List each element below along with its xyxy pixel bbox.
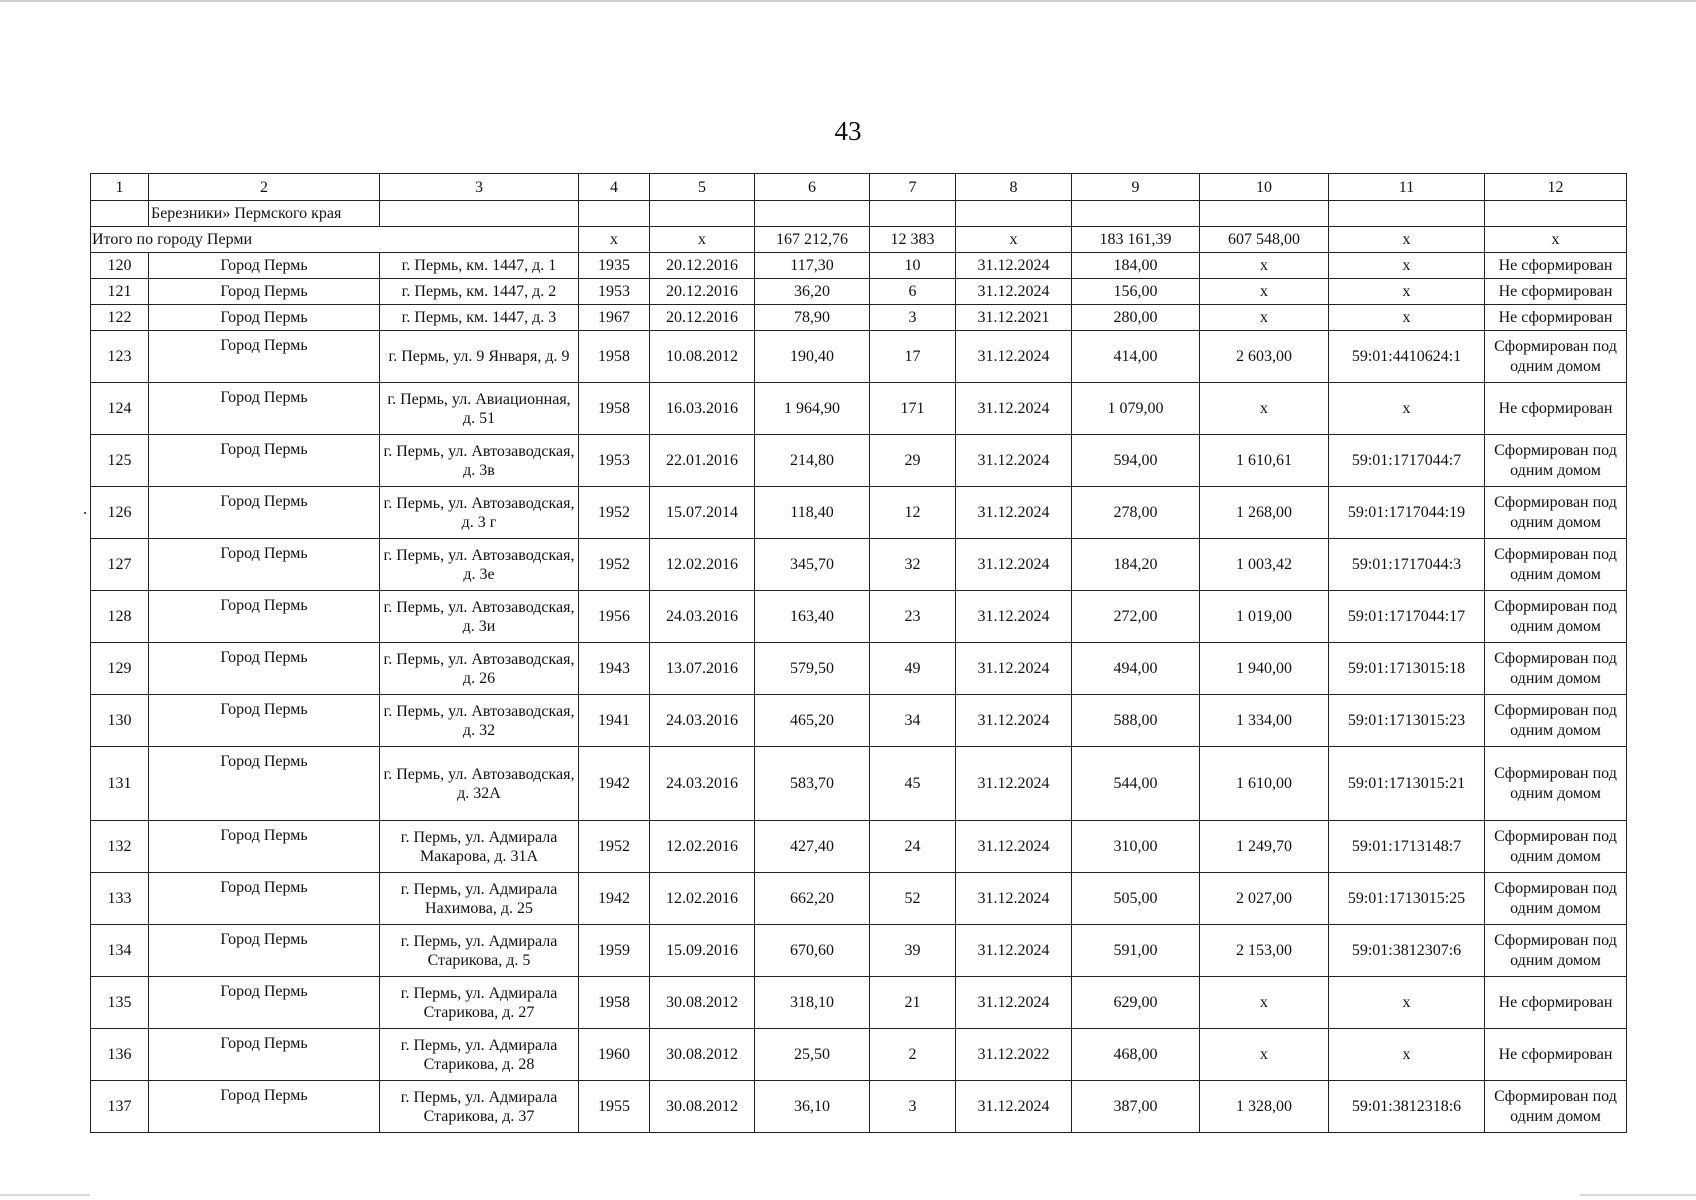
row-number: 127: [91, 539, 149, 591]
continuation-cell-3: [380, 201, 579, 227]
residents: 3: [870, 305, 956, 331]
table-row: [91, 1081, 1627, 1133]
land-status: Сформирован под одним домом: [1485, 487, 1627, 539]
residents: 29: [870, 435, 956, 487]
build-year: 1935: [579, 253, 650, 279]
cadastral-number: 59:01:1713015:21: [1329, 747, 1485, 821]
municipality: Город Пермь: [149, 305, 380, 331]
column-header-8: 8: [956, 174, 1072, 201]
build-year: 1956: [579, 591, 650, 643]
municipality: Город Пермь: [149, 747, 380, 821]
build-year: 1958: [579, 331, 650, 383]
row-number: 125: [91, 435, 149, 487]
recognition-date: 30.08.2012: [650, 977, 755, 1029]
build-year: 1955: [579, 1081, 650, 1133]
cadastral-number: 59:01:1713015:25: [1329, 873, 1485, 925]
col-10: x: [1200, 1029, 1329, 1081]
land-status: Сформирован под одним домом: [1485, 435, 1627, 487]
cadastral-number: x: [1329, 279, 1485, 305]
col-10: x: [1200, 279, 1329, 305]
cadastral-number: x: [1329, 383, 1485, 435]
land-status: Не сформирован: [1485, 253, 1627, 279]
address: г. Пермь, ул. Автозаводская, д. 3е: [380, 539, 579, 591]
cadastral-number: x: [1329, 1029, 1485, 1081]
total-col-5: x: [650, 227, 755, 253]
area: 214,80: [755, 435, 870, 487]
relocation-deadline: 31.12.2021: [956, 305, 1072, 331]
row-number: 131: [91, 747, 149, 821]
col-10: 1 610,00: [1200, 747, 1329, 821]
continuation-cell-10: [1200, 201, 1329, 227]
area: 36,20: [755, 279, 870, 305]
area: 78,90: [755, 305, 870, 331]
cadastral-number: 59:01:1713015:18: [1329, 643, 1485, 695]
row-number: 136: [91, 1029, 149, 1081]
cadastral-number: 59:01:3812307:6: [1329, 925, 1485, 977]
municipality: Город Пермь: [149, 331, 380, 383]
row-number: 128: [91, 591, 149, 643]
residents: 2: [870, 1029, 956, 1081]
col-9: 1 079,00: [1072, 383, 1200, 435]
land-status: Не сформирован: [1485, 305, 1627, 331]
build-year: 1959: [579, 925, 650, 977]
address: г. Пермь, ул. Адмирала Макарова, д. 31А: [380, 821, 579, 873]
col-10: 1 003,42: [1200, 539, 1329, 591]
address: г. Пермь, ул. Адмирала Старикова, д. 27: [380, 977, 579, 1029]
address: г. Пермь, км. 1447, д. 2: [380, 279, 579, 305]
build-year: 1942: [579, 873, 650, 925]
total-area: 167 212,76: [755, 227, 870, 253]
table-row: [91, 305, 1627, 331]
row-number: 126: [91, 487, 149, 539]
build-year: 1958: [579, 383, 650, 435]
table-row: [91, 1029, 1627, 1081]
column-header-4: 4: [579, 174, 650, 201]
residents: 6: [870, 279, 956, 305]
recognition-date: 24.03.2016: [650, 591, 755, 643]
recognition-date: 20.12.2016: [650, 305, 755, 331]
scan-edge-top: [0, 0, 1696, 2]
scan-edge-bottom-left: [0, 1194, 90, 1196]
recognition-date: 22.01.2016: [650, 435, 755, 487]
area: 670,60: [755, 925, 870, 977]
residents: 23: [870, 591, 956, 643]
table-row: [91, 539, 1627, 591]
municipality: Город Пермь: [149, 279, 380, 305]
area: 662,20: [755, 873, 870, 925]
address: г. Пермь, ул. Адмирала Старикова, д. 37: [380, 1081, 579, 1133]
build-year: 1943: [579, 643, 650, 695]
table-row: [91, 383, 1627, 435]
total-col-12: x: [1485, 227, 1627, 253]
municipality: Город Пермь: [149, 821, 380, 873]
land-status: Сформирован под одним домом: [1485, 591, 1627, 643]
continuation-cell-9: [1072, 201, 1200, 227]
table-row: [91, 253, 1627, 279]
col-10: x: [1200, 305, 1329, 331]
col-10: x: [1200, 977, 1329, 1029]
col-10: 1 940,00: [1200, 643, 1329, 695]
column-header-1: 1: [91, 174, 149, 201]
table-row: [91, 977, 1627, 1029]
continuation-cell-4: [579, 201, 650, 227]
continuation-cell-8: [956, 201, 1072, 227]
col-9: 184,00: [1072, 253, 1200, 279]
relocation-deadline: 31.12.2024: [956, 539, 1072, 591]
total-col-11: x: [1329, 227, 1485, 253]
column-header-5: 5: [650, 174, 755, 201]
row-number: 133: [91, 873, 149, 925]
recognition-date: 15.07.2014: [650, 487, 755, 539]
area: 36,10: [755, 1081, 870, 1133]
col-9: 594,00: [1072, 435, 1200, 487]
cadastral-number: 59:01:3812318:6: [1329, 1081, 1485, 1133]
residents: 17: [870, 331, 956, 383]
build-year: 1952: [579, 821, 650, 873]
area: 345,70: [755, 539, 870, 591]
land-status: Сформирован под одним домом: [1485, 539, 1627, 591]
recognition-date: 20.12.2016: [650, 279, 755, 305]
row-number: 130: [91, 695, 149, 747]
col-9: 591,00: [1072, 925, 1200, 977]
row-number: 132: [91, 821, 149, 873]
address: г. Пермь, км. 1447, д. 1: [380, 253, 579, 279]
area: 190,40: [755, 331, 870, 383]
residents: 45: [870, 747, 956, 821]
address: г. Пермь, ул. Автозаводская, д. 32: [380, 695, 579, 747]
total-col-10: 607 548,00: [1200, 227, 1329, 253]
continuation-municipality: Березники» Пермского края: [149, 201, 380, 227]
col-10: 2 603,00: [1200, 331, 1329, 383]
table-row: [91, 591, 1627, 643]
address: г. Пермь, ул. Авиационная, д. 51: [380, 383, 579, 435]
land-status: Не сформирован: [1485, 383, 1627, 435]
area: 117,30: [755, 253, 870, 279]
table-row: [91, 695, 1627, 747]
row-number: 134: [91, 925, 149, 977]
address: г. Пермь, ул. Автозаводская, д. 3в: [380, 435, 579, 487]
column-header-11: 11: [1329, 174, 1485, 201]
col-9: 629,00: [1072, 977, 1200, 1029]
land-status: Сформирован под одним домом: [1485, 873, 1627, 925]
scan-speck: [84, 512, 86, 514]
row-number: 124: [91, 383, 149, 435]
area: 1 964,90: [755, 383, 870, 435]
table-row: [91, 821, 1627, 873]
row-number: 135: [91, 977, 149, 1029]
relocation-deadline: 31.12.2024: [956, 435, 1072, 487]
col-10: 2 027,00: [1200, 873, 1329, 925]
cadastral-number: 59:01:1713015:23: [1329, 695, 1485, 747]
col-10: 1 328,00: [1200, 1081, 1329, 1133]
build-year: 1967: [579, 305, 650, 331]
address: г. Пермь, ул. Адмирала Старикова, д. 5: [380, 925, 579, 977]
relocation-deadline: 31.12.2024: [956, 487, 1072, 539]
cadastral-number: 59:01:1713148:7: [1329, 821, 1485, 873]
relocation-deadline: 31.12.2024: [956, 873, 1072, 925]
municipality: Город Пермь: [149, 925, 380, 977]
municipality: Город Пермь: [149, 1029, 380, 1081]
col-9: 280,00: [1072, 305, 1200, 331]
address: г. Пермь, ул. Автозаводская, д. 32А: [380, 747, 579, 821]
address: г. Пермь, ул. Автозаводская, д. 3и: [380, 591, 579, 643]
total-col-9: 183 161,39: [1072, 227, 1200, 253]
col-9: 588,00: [1072, 695, 1200, 747]
build-year: 1960: [579, 1029, 650, 1081]
table-body: [91, 174, 1627, 1133]
recognition-date: 16.03.2016: [650, 383, 755, 435]
cadastral-number: 59:01:1717044:17: [1329, 591, 1485, 643]
cadastral-number: x: [1329, 253, 1485, 279]
land-status: Сформирован под одним домом: [1485, 643, 1627, 695]
table-row: [91, 279, 1627, 305]
land-status: Сформирован под одним домом: [1485, 695, 1627, 747]
row-number: 129: [91, 643, 149, 695]
relocation-deadline: 31.12.2024: [956, 331, 1072, 383]
housing-table: [90, 173, 1627, 1133]
table-row: [91, 331, 1627, 383]
address: г. Пермь, ул. Автозаводская, д. 3 г: [380, 487, 579, 539]
cadastral-number: 59:01:4410624:1: [1329, 331, 1485, 383]
cadastral-number: x: [1329, 977, 1485, 1029]
col-10: x: [1200, 253, 1329, 279]
recognition-date: 13.07.2016: [650, 643, 755, 695]
relocation-deadline: 31.12.2024: [956, 695, 1072, 747]
col-10: 1 268,00: [1200, 487, 1329, 539]
address: г. Пермь, ул. Автозаводская, д. 26: [380, 643, 579, 695]
column-header-6: 6: [755, 174, 870, 201]
col-10: 1 019,00: [1200, 591, 1329, 643]
recognition-date: 15.09.2016: [650, 925, 755, 977]
area: 318,10: [755, 977, 870, 1029]
table-row: [91, 643, 1627, 695]
area: 583,70: [755, 747, 870, 821]
col-9: 544,00: [1072, 747, 1200, 821]
land-status: Не сформирован: [1485, 279, 1627, 305]
col-9: 505,00: [1072, 873, 1200, 925]
relocation-deadline: 31.12.2024: [956, 591, 1072, 643]
area: 579,50: [755, 643, 870, 695]
land-status: Не сформирован: [1485, 1029, 1627, 1081]
total-residents: 12 383: [870, 227, 956, 253]
municipality: Город Пермь: [149, 253, 380, 279]
col-9: 156,00: [1072, 279, 1200, 305]
row-number: 123: [91, 331, 149, 383]
build-year: 1952: [579, 487, 650, 539]
col-10: 1 249,70: [1200, 821, 1329, 873]
cadastral-number: 59:01:1717044:7: [1329, 435, 1485, 487]
relocation-deadline: 31.12.2024: [956, 821, 1072, 873]
recognition-date: 30.08.2012: [650, 1029, 755, 1081]
build-year: 1953: [579, 435, 650, 487]
residents: 52: [870, 873, 956, 925]
residents: 39: [870, 925, 956, 977]
column-header-9: 9: [1072, 174, 1200, 201]
relocation-deadline: 31.12.2024: [956, 383, 1072, 435]
table-row: [91, 435, 1627, 487]
continuation-cell-5: [650, 201, 755, 227]
col-10: 1 610,61: [1200, 435, 1329, 487]
total-label: Итого по городу Перми: [91, 227, 579, 253]
municipality: Город Пермь: [149, 1081, 380, 1133]
area: 465,20: [755, 695, 870, 747]
column-header-12: 12: [1485, 174, 1627, 201]
scan-edge-bottom-right: [1580, 1194, 1696, 1196]
residents: 3: [870, 1081, 956, 1133]
relocation-deadline: 31.12.2024: [956, 925, 1072, 977]
column-header-3: 3: [380, 174, 579, 201]
continuation-cell-12: [1485, 201, 1627, 227]
recognition-date: 24.03.2016: [650, 695, 755, 747]
relocation-deadline: 31.12.2024: [956, 279, 1072, 305]
column-header-2: 2: [149, 174, 380, 201]
row-number: 137: [91, 1081, 149, 1133]
row-number: 121: [91, 279, 149, 305]
residents: 171: [870, 383, 956, 435]
land-status: Сформирован под одним домом: [1485, 331, 1627, 383]
municipality: Город Пермь: [149, 695, 380, 747]
col-10: x: [1200, 383, 1329, 435]
recognition-date: 10.08.2012: [650, 331, 755, 383]
relocation-deadline: 31.12.2024: [956, 643, 1072, 695]
area: 25,50: [755, 1029, 870, 1081]
relocation-deadline: 31.12.2024: [956, 253, 1072, 279]
relocation-deadline: 31.12.2024: [956, 977, 1072, 1029]
total-col-8: x: [956, 227, 1072, 253]
row-number: 120: [91, 253, 149, 279]
build-year: 1941: [579, 695, 650, 747]
relocation-deadline: 31.12.2024: [956, 747, 1072, 821]
col-9: 272,00: [1072, 591, 1200, 643]
column-number-header-row: [91, 174, 1627, 201]
address: г. Пермь, ул. 9 Января, д. 9: [380, 331, 579, 383]
continuation-cell-7: [870, 201, 956, 227]
municipality: Город Пермь: [149, 487, 380, 539]
recognition-date: 20.12.2016: [650, 253, 755, 279]
col-10: 1 334,00: [1200, 695, 1329, 747]
municipality: Город Пермь: [149, 383, 380, 435]
address: г. Пермь, ул. Адмирала Старикова, д. 28: [380, 1029, 579, 1081]
land-status: Сформирован под одним домом: [1485, 747, 1627, 821]
municipality: Город Пермь: [149, 643, 380, 695]
col-9: 310,00: [1072, 821, 1200, 873]
residents: 49: [870, 643, 956, 695]
municipality: Город Пермь: [149, 435, 380, 487]
area: 163,40: [755, 591, 870, 643]
residents: 34: [870, 695, 956, 747]
area: 118,40: [755, 487, 870, 539]
land-status: Сформирован под одним домом: [1485, 1081, 1627, 1133]
col-9: 468,00: [1072, 1029, 1200, 1081]
column-header-7: 7: [870, 174, 956, 201]
residents: 24: [870, 821, 956, 873]
continuation-cell-1: [91, 201, 149, 227]
col-9: 387,00: [1072, 1081, 1200, 1133]
total-col-4: x: [579, 227, 650, 253]
relocation-deadline: 31.12.2022: [956, 1029, 1072, 1081]
column-header-10: 10: [1200, 174, 1329, 201]
municipality: Город Пермь: [149, 539, 380, 591]
residents: 10: [870, 253, 956, 279]
col-9: 414,00: [1072, 331, 1200, 383]
address: г. Пермь, ул. Адмирала Нахимова, д. 25: [380, 873, 579, 925]
land-status: Сформирован под одним домом: [1485, 925, 1627, 977]
col-9: 184,20: [1072, 539, 1200, 591]
recognition-date: 24.03.2016: [650, 747, 755, 821]
residents: 32: [870, 539, 956, 591]
continuation-cell-11: [1329, 201, 1485, 227]
table-row: [91, 747, 1627, 821]
build-year: 1942: [579, 747, 650, 821]
municipality: Город Пермь: [149, 873, 380, 925]
continuation-cell-6: [755, 201, 870, 227]
build-year: 1952: [579, 539, 650, 591]
land-status: Не сформирован: [1485, 977, 1627, 1029]
col-9: 494,00: [1072, 643, 1200, 695]
cadastral-number: 59:01:1717044:3: [1329, 539, 1485, 591]
recognition-date: 12.02.2016: [650, 873, 755, 925]
build-year: 1953: [579, 279, 650, 305]
row-number: 122: [91, 305, 149, 331]
municipality: Город Пермь: [149, 977, 380, 1029]
recognition-date: 30.08.2012: [650, 1081, 755, 1133]
table-row: [91, 925, 1627, 977]
page-number: 43: [834, 116, 862, 146]
recognition-date: 12.02.2016: [650, 821, 755, 873]
recognition-date: 12.02.2016: [650, 539, 755, 591]
cadastral-number: 59:01:1717044:19: [1329, 487, 1485, 539]
col-10: 2 153,00: [1200, 925, 1329, 977]
relocation-deadline: 31.12.2024: [956, 1081, 1072, 1133]
col-9: 278,00: [1072, 487, 1200, 539]
residents: 12: [870, 487, 956, 539]
municipality: Город Пермь: [149, 591, 380, 643]
continuation-row: [91, 201, 1627, 227]
build-year: 1958: [579, 977, 650, 1029]
table-row: [91, 873, 1627, 925]
table-row: [91, 487, 1627, 539]
area: 427,40: [755, 821, 870, 873]
cadastral-number: x: [1329, 305, 1485, 331]
total-row: [91, 227, 1627, 253]
land-status: Сформирован под одним домом: [1485, 821, 1627, 873]
housing-table-container: [90, 173, 1627, 1133]
residents: 21: [870, 977, 956, 1029]
address: г. Пермь, км. 1447, д. 3: [380, 305, 579, 331]
